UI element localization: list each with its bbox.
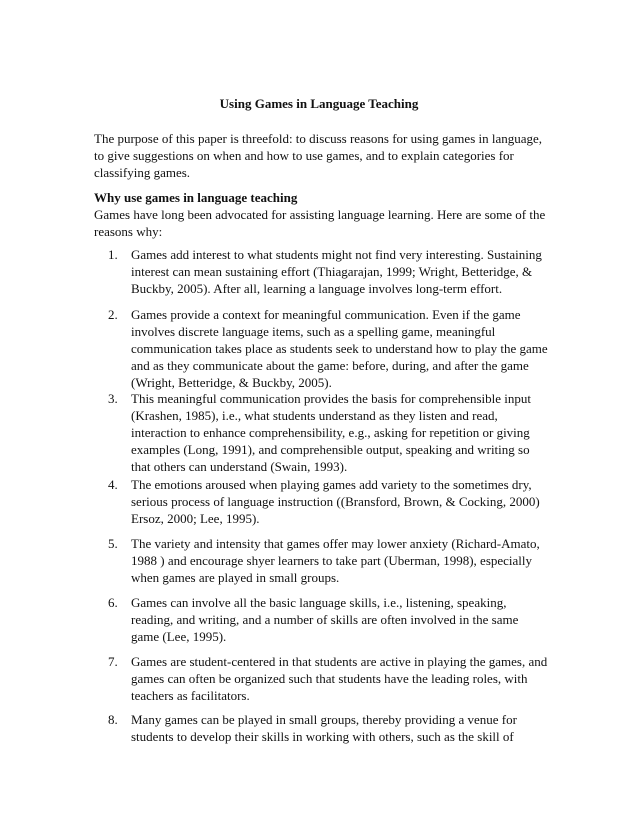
list-item xyxy=(108,653,548,704)
list-item-text: Many games can be played in small groups, thereby providing a venue for students to develop their skills in working with others, such as the skill of xyxy=(131,712,517,744)
list-item-number: 8. xyxy=(108,712,118,727)
list-item xyxy=(108,711,548,745)
document-title: Using Games in Language Teaching xyxy=(219,96,419,111)
list-item-text: Games can involve all the basic language skills, i.e., listening, speaking, reading, and writing, and a number of skills are often involved in the same game (Lee, 1995). xyxy=(131,595,519,644)
list-item-number: 5. xyxy=(108,536,118,551)
list-item xyxy=(108,594,548,645)
list-item xyxy=(108,535,548,586)
list-item-number: 3. xyxy=(108,391,118,406)
list-item-number: 7. xyxy=(108,654,118,669)
list-item-text: Games add interest to what students might not find very interesting. Sustaining interest can mean sustaining effort (Thiagarajan, 1999; Wright, Betteridge, & Buckby, 2005). After all, learning a language involves long-term effort. xyxy=(131,247,542,296)
list-item-number: 6. xyxy=(108,595,118,610)
intro-paragraph: The purpose of this paper is threefold: to discuss reasons for using games in language, to give suggestions on when and how to use games, and to explain categories for classifying games. xyxy=(94,131,543,180)
list-item xyxy=(108,476,548,527)
list-item-text: Games provide a context for meaningful communication. Even if the game involves discrete language items, such as a spelling game, meaningful communication takes place as students seek to understand how to play the game and as they communicate about the game: before, during, and after the game (Wright, Betteridge, & Buckby, 2005). xyxy=(131,307,548,390)
list-item xyxy=(108,306,548,391)
section-heading: Why use games in language teaching xyxy=(94,190,298,205)
section-intro-paragraph: Games have long been advocated for assisting language learning. Here are some of the reasons why: xyxy=(94,207,546,239)
list-item-number: 2. xyxy=(108,307,118,322)
list-item-text: Games are student-centered in that students are active in playing the games, and games can often be organized such that students have the leading roles, with teachers as facilitators. xyxy=(131,654,548,703)
list-item-text: This meaningful communication provides the basis for comprehensible input (Krashen, 1985), i.e., what students understand as they listen and read, interaction to enhance comprehensibility, e.g., asking for repetition or giving examples (Long, 1991), and comprehensible output, speaking and writing so that others can understand (Swain, 1993). xyxy=(131,391,532,474)
list-item-number: 4. xyxy=(108,477,118,492)
list-item-text: The variety and intensity that games offer may lower anxiety (Richard-Amato, 1988 ) and encourage shyer learners to take part (Uberman, 1998), especially when games are played in small groups. xyxy=(131,536,540,585)
list-item-number: 1. xyxy=(108,247,118,262)
list-item xyxy=(108,390,548,475)
list-item xyxy=(108,246,548,297)
list-item-text: The emotions aroused when playing games add variety to the sometimes dry, serious process of language instruction ((Bransford, Brown, & Cocking, 2000) Ersoz, 2000; Lee, 1995). xyxy=(131,477,540,526)
